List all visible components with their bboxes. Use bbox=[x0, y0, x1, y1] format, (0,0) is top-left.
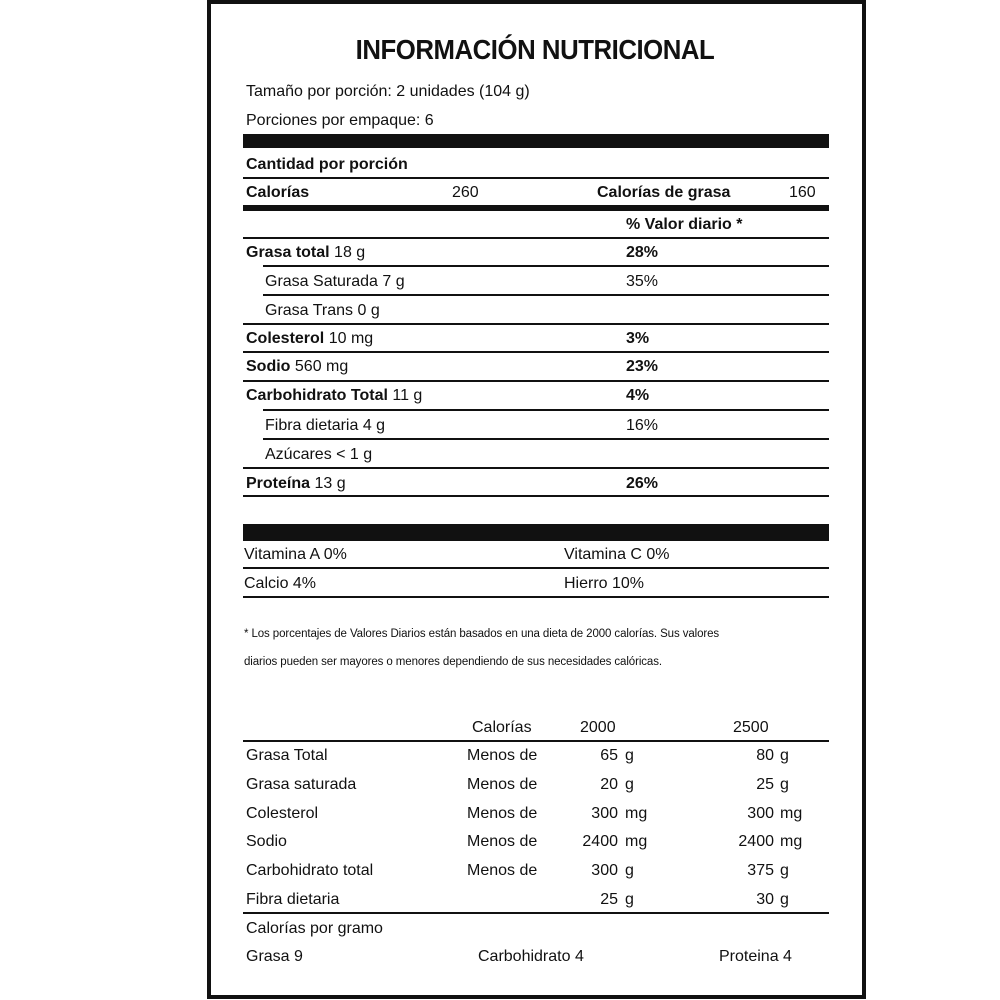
ref-row-2500-unit: g bbox=[780, 776, 789, 793]
divider bbox=[243, 495, 829, 497]
ref-row-2000-unit: g bbox=[625, 862, 634, 879]
ref-row-2000-unit: g bbox=[625, 891, 634, 908]
amount-per-serving: Cantidad por porción bbox=[246, 156, 408, 173]
nutrient-amount: 18 g bbox=[334, 244, 366, 261]
divider bbox=[263, 265, 829, 267]
footnote-line-2: diarios pueden ser mayores o menores dependiendo de sus necesidades calóricas. bbox=[244, 656, 662, 668]
nutrient-dv: 26% bbox=[626, 475, 659, 492]
ref-row-2000-unit: mg bbox=[625, 805, 648, 822]
ref-row-qualifier: Menos de bbox=[467, 833, 538, 850]
ref-row-2500-value: 2400 bbox=[738, 833, 774, 850]
border-right bbox=[862, 0, 866, 998]
nutrient-name: Proteína bbox=[246, 475, 311, 492]
ref-row-2500-unit: mg bbox=[780, 833, 803, 850]
nutrient-dv: 16% bbox=[626, 417, 659, 434]
nutrient-row-saturated-fat: Grasa Saturada 7 g bbox=[265, 273, 405, 290]
ref-row-2500-value: 300 bbox=[747, 805, 774, 822]
nutrient-row-cholesterol bbox=[246, 330, 373, 348]
vitamin-c: Vitamina C 0% bbox=[564, 546, 670, 563]
thick-divider-vitamins bbox=[243, 524, 829, 541]
ref-header-2500: 2500 bbox=[733, 719, 769, 736]
divider bbox=[263, 294, 829, 296]
nutrient-row-fiber: Fibra dietaria 4 g bbox=[265, 417, 386, 434]
nutrient-row-sugars: Azúcares < 1 g bbox=[265, 446, 373, 463]
divider bbox=[263, 438, 829, 440]
nutrient-name: Carbohidrato Total bbox=[246, 387, 388, 404]
ref-row-2000-unit: g bbox=[625, 747, 634, 764]
divider bbox=[243, 596, 829, 598]
nutrient-dv: 23% bbox=[626, 358, 659, 375]
ref-row-2500-unit: g bbox=[780, 891, 789, 908]
calories-fat-label: Calorías de grasa bbox=[597, 184, 731, 201]
fat-per-gram: Grasa 9 bbox=[246, 948, 303, 965]
ref-row-name: Carbohidrato total bbox=[246, 862, 374, 879]
divider bbox=[243, 351, 829, 353]
nutrient-dv: 35% bbox=[626, 273, 659, 290]
nutrient-amount: 560 mg bbox=[294, 358, 349, 375]
ref-row-qualifier: Menos de bbox=[467, 747, 538, 764]
ref-row-name: Grasa saturada bbox=[246, 776, 357, 793]
divider bbox=[243, 740, 829, 742]
carb-per-gram: Carbohidrato 4 bbox=[478, 948, 584, 965]
nutrient-name: Grasa total bbox=[246, 244, 330, 261]
ref-row-2500-value: 80 bbox=[756, 747, 774, 764]
divider bbox=[243, 380, 829, 382]
ref-row-2000-value: 300 bbox=[591, 862, 618, 879]
ref-row-2000-unit: g bbox=[625, 776, 634, 793]
divider bbox=[263, 409, 829, 411]
vitamin-a: Vitamina A 0% bbox=[244, 546, 347, 563]
border-bottom bbox=[207, 995, 866, 999]
calories-fat-value: 160 bbox=[789, 184, 816, 201]
nutrient-amount: 11 g bbox=[392, 387, 423, 404]
ref-row-2000-unit: mg bbox=[625, 833, 648, 850]
divider bbox=[243, 912, 829, 914]
nutrient-name: Sodio bbox=[246, 358, 291, 375]
ref-row-2500-value: 375 bbox=[747, 862, 774, 879]
protein-per-gram: Proteina 4 bbox=[719, 948, 792, 965]
ref-row-2000-value: 2400 bbox=[582, 833, 618, 850]
divider bbox=[243, 323, 829, 325]
divider bbox=[243, 567, 829, 569]
ref-row-qualifier: Menos de bbox=[467, 862, 538, 879]
ref-row-2500-unit: mg bbox=[780, 805, 803, 822]
border-left bbox=[207, 0, 211, 998]
ref-row-2000-value: 65 bbox=[600, 747, 618, 764]
serving-size: Tamaño por porción: 2 unidades (104 g) bbox=[246, 83, 530, 100]
calories-label: Calorías bbox=[246, 184, 310, 201]
ref-header-calories: Calorías bbox=[472, 719, 532, 736]
ref-row-qualifier: Menos de bbox=[467, 776, 538, 793]
ref-row-2500-value: 30 bbox=[756, 891, 774, 908]
ref-row-2000-value: 25 bbox=[600, 891, 618, 908]
thick-divider-calories bbox=[243, 205, 829, 211]
ref-row-name: Sodio bbox=[246, 833, 287, 850]
servings-per-container: Porciones por empaque: 6 bbox=[246, 112, 434, 129]
thick-divider-top bbox=[243, 134, 829, 148]
divider bbox=[243, 467, 829, 469]
footnote-line-1: * Los porcentajes de Valores Diarios están basados en una dieta de 2000 calorías. Sus valores bbox=[244, 628, 720, 640]
ref-header-2000: 2000 bbox=[580, 719, 616, 736]
nutrient-amount: 10 mg bbox=[328, 330, 374, 347]
calories-value: 260 bbox=[452, 184, 479, 201]
calcium: Calcio 4% bbox=[244, 575, 317, 592]
iron: Hierro 10% bbox=[564, 575, 645, 592]
border-top bbox=[207, 0, 866, 4]
ref-row-2500-unit: g bbox=[780, 747, 789, 764]
nutrient-dv: 4% bbox=[626, 387, 650, 404]
ref-row-name: Colesterol bbox=[246, 805, 319, 822]
nutrient-dv: 3% bbox=[626, 330, 650, 347]
nutrient-name: Colesterol bbox=[246, 330, 325, 347]
ref-row-2000-value: 20 bbox=[600, 776, 618, 793]
nutrient-row-sodium bbox=[246, 358, 348, 376]
nutrient-row-carbohydrate bbox=[246, 387, 422, 405]
nutrient-row-protein bbox=[246, 475, 346, 493]
label-title: INFORMACIÓN NUTRICIONAL bbox=[355, 34, 715, 65]
divider bbox=[243, 237, 829, 239]
nutrient-row-total-fat bbox=[246, 244, 365, 262]
divider bbox=[243, 177, 829, 179]
ref-row-name: Grasa Total bbox=[246, 747, 328, 764]
nutrient-dv: 28% bbox=[626, 244, 659, 261]
calories-per-gram-label: Calorías por gramo bbox=[246, 920, 383, 937]
daily-value-header: % Valor diario * bbox=[626, 216, 743, 233]
nutrient-row-trans-fat: Grasa Trans 0 g bbox=[265, 302, 380, 319]
ref-row-2500-value: 25 bbox=[756, 776, 774, 793]
ref-row-name: Fibra dietaria bbox=[246, 891, 340, 908]
nutrient-amount: 13 g bbox=[314, 475, 346, 492]
ref-row-qualifier: Menos de bbox=[467, 805, 538, 822]
ref-row-2500-unit: g bbox=[780, 862, 789, 879]
ref-row-2000-value: 300 bbox=[591, 805, 618, 822]
